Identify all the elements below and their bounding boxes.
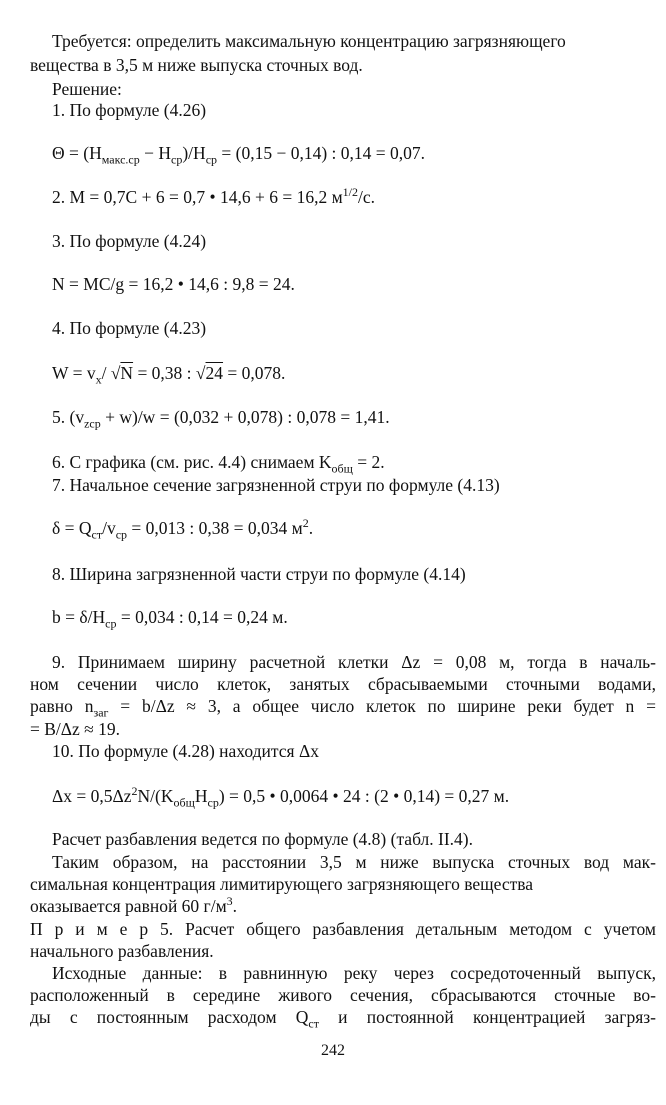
text-line: 3. По формуле (4.24) <box>52 231 207 251</box>
text-line: 4. По формуле (4.23) <box>52 318 207 338</box>
formula: $b = \delta/H_{ср} = 0,034$ : 0,14 = 0,24 м. <box>52 607 288 631</box>
text-line: 8. Ширина загрязненной части струи по формуле (4.14) <box>52 564 466 584</box>
text-line: 6. С графика (см. рис. 4.4) снимаем $K_{общ} = 2$. <box>52 452 385 476</box>
formula: $\Delta x = 0,5\Delta z^2N/(K_{общ}H_{ср}) = 0,5$ • 0,0064 • 24 : (2 • 0,14) = 0,27 м. <box>52 784 510 810</box>
text-line: ном сечении число клеток, занятых сбрасываемыми сточными водами, <box>30 674 656 694</box>
page-number: 242 <box>321 1042 345 1059</box>
formula: N = MC/g = 16,2 • 14,6 : 9,8 = 24. <box>52 274 295 294</box>
text-line: Исходные данные: в равнинную реку через сосредоточенный выпуск, <box>52 963 656 983</box>
text-line: 9. Принимаем ширину расчетной клетки Δz = 0,08 м, тогда в началь- <box>52 652 656 672</box>
formula: 2. M = 0,7C + 6 = 0,7 • 14,6 + 6 = 16,2 $м^{1/2}/с$. <box>52 185 376 207</box>
formula: $\delta = Q_{ст}/v_{ср} = 0,013$ : 0,38 = 0,034 $м^2$. <box>52 516 314 542</box>
text-line: П р и м е р 5. Расчет общего разбавления детальным методом с учетом <box>30 919 656 939</box>
formula: 5. $(v_{zср} + w)/w = (0,032 + 0,078)$ : 0,078 = 1,41. <box>52 407 390 431</box>
formula: $\Theta = (H_{макс.ср} - H_{ср})/H_{ср} = (0,15 - 0,14)$ : 0,14 = 0,07. <box>52 143 426 167</box>
text-line: оказывается равной 60 $г/м^3$. <box>30 894 238 916</box>
text-line: = B/Δz ≈ 19. <box>30 719 121 739</box>
text-line: Решение: <box>52 79 122 99</box>
text-line: вещества в 3,5 м ниже выпуска сточных вод. <box>30 55 363 75</box>
formula: $W = v_x/$ √N = 0,38 : √24 = 0,078. <box>52 363 286 387</box>
text-line: ды с постоянным расходом $Q_{ст}$ и постоянной концентрацией загряз- <box>30 1007 656 1031</box>
text-line: начального разбавления. <box>30 941 214 961</box>
text-line: расположенный в середине живого сечения, сбрасываются сточные во- <box>30 985 656 1005</box>
text-line: 1. По формуле (4.26) <box>52 100 207 120</box>
text-line: Таким образом, на расстоянии 3,5 м ниже выпуска сточных вод мак- <box>52 852 656 872</box>
text-line: 7. Начальное сечение загрязненной струи по формуле (4.13) <box>52 475 500 495</box>
text-line: Расчет разбавления ведется по формуле (4.8) (табл. II.4). <box>52 829 474 849</box>
text-line: симальная концентрация лимитирующего загрязняющего вещества <box>30 874 534 894</box>
text-line: равно $n_{заг} = b/\Delta z \approx 3$, а общее число клеток по ширине реки будет n = <box>30 696 656 720</box>
text-line: 10. По формуле (4.28) находится Δx <box>52 741 319 761</box>
text-line: Требуется: определить максимальную концентрацию загрязняющего <box>52 31 566 51</box>
